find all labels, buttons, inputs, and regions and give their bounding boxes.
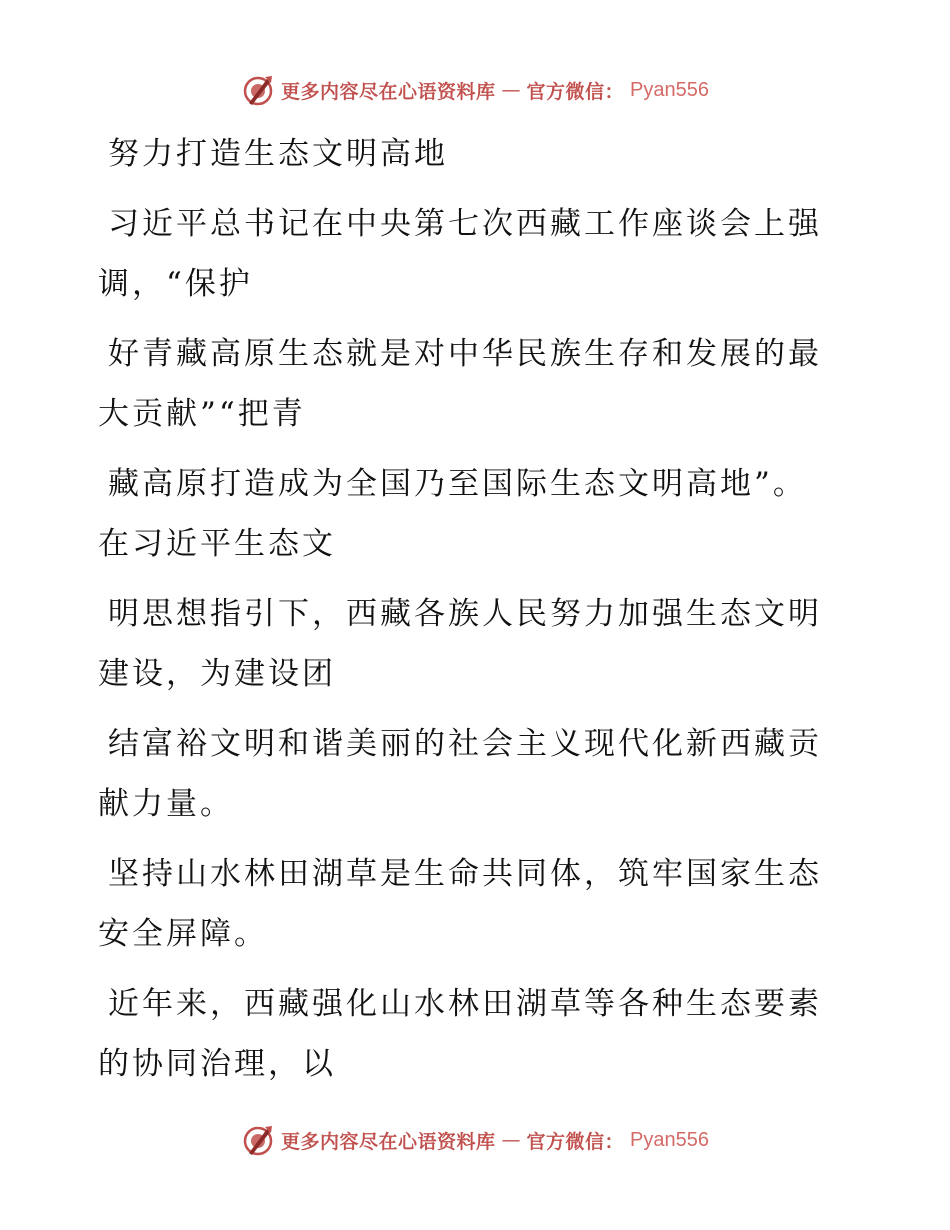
paragraph-line: 建设，为建设团 (98, 656, 336, 692)
banner-wechat-id: Pyan556 (630, 1128, 709, 1151)
paragraph (98, 324, 838, 444)
paragraph (98, 844, 838, 964)
paragraph-line: 的协同治理，以 (98, 1046, 336, 1082)
paragraph (98, 584, 838, 704)
paragraph (98, 714, 838, 834)
quill-pen-logo-icon (241, 1123, 275, 1157)
paragraph-line: 习近平总书记在中央第七次西藏工作座谈会上强 (108, 206, 822, 242)
paragraph (98, 974, 838, 1094)
banner-wechat-label: 官方微信： (526, 1130, 625, 1153)
banner-separator: — (501, 1129, 521, 1151)
paragraph-line: 明思想指引下，西藏各族人民努力加强生态文明 (108, 596, 822, 632)
paragraph-line: 藏高原打造成为全国乃至国际生态文明高地”。 (108, 466, 807, 502)
paragraph-line: 献力量。 (98, 786, 234, 822)
paragraph-line: 安全屏障。 (98, 916, 268, 952)
paragraph-line: 在习近平生态文 (98, 526, 336, 562)
paragraph-line: 近年来，西藏强化山水林田湖草等各种生态要素 (108, 986, 822, 1022)
paragraph-line: 好青藏高原生态就是对中华民族生存和发展的最 (108, 336, 822, 372)
quill-pen-logo-icon (241, 73, 275, 107)
banner-wechat-id: Pyan556 (630, 78, 709, 101)
banner-text: 更多内容尽在心语资料库 (281, 80, 496, 103)
paragraph-line: 结富裕文明和谐美丽的社会主义现代化新西藏贡 (108, 726, 822, 762)
banner-wechat-label: 官方微信： (526, 80, 625, 103)
paragraph-title (98, 124, 838, 184)
paragraph (98, 194, 838, 314)
banner-text: 更多内容尽在心语资料库 (281, 1130, 496, 1153)
header-watermark-banner (0, 70, 950, 110)
paragraph-line: 调，“保护 (98, 266, 253, 302)
banner-separator: — (501, 79, 521, 101)
paragraph-line: 坚持山水林田湖草是生命共同体，筑牢国家生态 (108, 856, 822, 892)
footer-watermark-banner (0, 1120, 950, 1160)
paragraph-line: 大贡献”“把青 (98, 396, 306, 432)
document-body (98, 124, 838, 1094)
paragraph-line: 努力打造生态文明高地 (108, 136, 448, 172)
paragraph (98, 454, 838, 574)
